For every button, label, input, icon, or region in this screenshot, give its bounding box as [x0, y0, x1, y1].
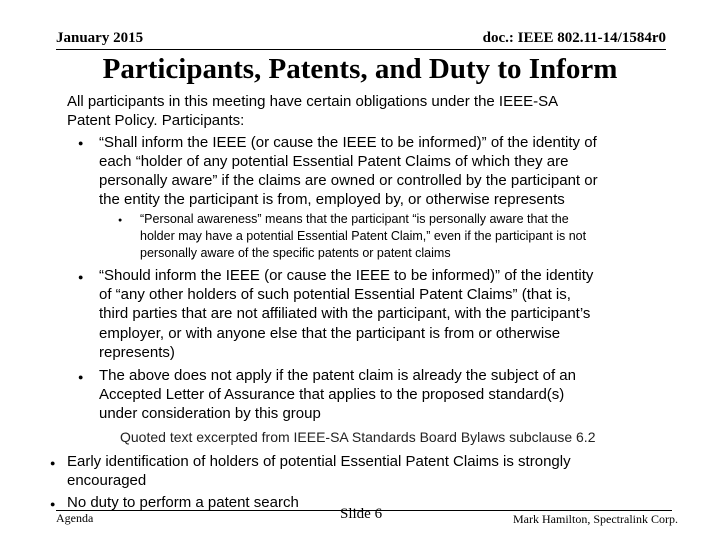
bullet4-line-2: encouraged	[67, 472, 147, 489]
bullet2-line-2: of “any other holders of such potential Essential Patent Claims” (that is,	[99, 286, 571, 303]
bullet-dot: ●	[50, 499, 56, 509]
sub-bullet-line-1: “Personal awareness” means that the participant “is personally aware that the	[140, 212, 569, 226]
sub-bullet-dot: ●	[118, 217, 123, 224]
intro-line-2: Patent Policy. Participants:	[67, 112, 245, 129]
slide-number: Slide 6	[340, 506, 383, 522]
bullet-dot: ●	[78, 138, 84, 148]
slide-title: Participants, Patents, and Duty to Inform	[102, 53, 618, 85]
header-date: January 2015	[56, 30, 144, 46]
bullet3-line-1: The above does not apply if the patent claim is already the subject of an	[99, 367, 576, 384]
bullet2-line-1: “Should inform the IEEE (or cause the IEEE to be informed)” of the identity	[99, 267, 594, 284]
footer-author: Mark Hamilton, Spectralink Corp.	[513, 512, 678, 526]
bullet1-line-4: the entity the participant is from, employed by, or otherwise represents	[99, 191, 565, 208]
intro-line-1: All participants in this meeting have certain obligations under the IEEE-SA	[67, 93, 559, 110]
bullet2-line-3: third parties that are not affiliated with the participant, with the participant’s	[99, 305, 591, 322]
bullet-dot: ●	[50, 458, 56, 468]
bullet3-line-3: under consideration by this group	[99, 405, 321, 422]
bullet1-line-1: “Shall inform the IEEE (or cause the IEEE to be informed)” of the identity of	[99, 134, 597, 151]
sub-bullet-line-2: holder may have a potential Essential Patent Claim,” even if the participant is not	[140, 229, 587, 243]
bullet1-line-3: personally aware” if the claims are owned or controlled by the participant or	[99, 172, 598, 189]
bullet-dot: ●	[78, 372, 84, 382]
header-document-id: doc.: IEEE 802.11-14/1584r0	[482, 30, 666, 46]
bullet2-line-4: employer, or with anyone else that the participant is from or otherwise	[99, 325, 561, 342]
bullet4-line-1: Early identification of holders of potential Essential Patent Claims is strongly	[67, 453, 571, 470]
bullet2-line-5: represents)	[99, 344, 175, 361]
quote-source-note: Quoted text excerpted from IEEE-SA Standards Board Bylaws subclause 6.2	[120, 429, 596, 445]
sub-bullet-line-3: personally aware of the specific patents or patent claims	[140, 246, 451, 260]
footer-left-label: Agenda	[56, 511, 94, 525]
bullet1-line-2: each “holder of any potential Essential Patent Claims of which they are	[99, 153, 569, 170]
bullet-dot: ●	[78, 272, 84, 282]
bullet3-line-2: Accepted Letter of Assurance that applies to the proposed standard(s)	[99, 386, 565, 403]
bullet5-line-1: No duty to perform a patent search	[67, 494, 299, 511]
